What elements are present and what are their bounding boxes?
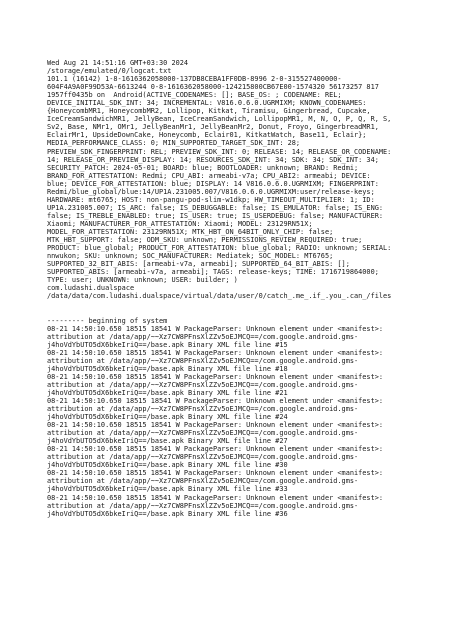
log-entry-line: j4hoVdYbUTO5dX6bkeIriQ==/base.apk Binary XML file line #33 [47,485,288,494]
log-entry-line: 08-21 14:50:10.650 18515 18541 W PackageParser: Unknown element under <manifest>: [47,372,384,381]
property-line: UP1A.231005.007; IS_ARC: false; IS_DEBUGGABLE: false; IS_EMULATOR: false; IS_ENG: [47,203,384,212]
property-line: 604F4A9A0F99D53A-6613244 0-8-1616362058000-124215800CB67E00-1574320 56173257 817 [47,83,379,92]
log-entry-line: attribution at /data/app/~~Xz7CW8PFnsXlZZv5oEJMCQ==/com.google.android.gms- [47,429,359,438]
log-entry-line: j4hoVdYbUTO5dX6bkeIriQ==/base.apk Binary XML file line #30 [47,461,288,470]
property-line: SECURITY_PATCH: 2024-05-01; BOARD: blue; BOOTLOADER: unknown; BRAND: Redmi; [47,163,359,172]
log-entry-line: j4hoVdYbUTO5dX6bkeIriQ==/base.apk Binary XML file line #18 [47,364,288,373]
log-file-path: /storage/emulated/0/logcat.txt [47,67,172,76]
property-line: Redmi/blue_global/blue:14/UP1A.231005.007/V816.0.6.0.UGRMIXM:user/release-keys; [47,187,375,196]
blank-line [47,308,474,316]
log-entry-line: attribution at /data/app/~~Xz7CW8PFnsXlZZv5oEJMCQ==/com.google.android.gms- [47,453,359,462]
property-line: MODEL_FOR_ATTESTATION: 23129RN51X; MTK_HBT_ON_64BIT_ONLY_CHIP: false; [47,227,334,236]
property-line: PREVIEW_SDK_FINGERPRINT: REL; PREVIEW_SDK_INT: 0; RELEASE: 14; RELEASE_OR_CODENAME: [47,147,392,156]
files-path-line: /data/data/com.ludashi.dualspace/virtual/data/user/0/catch_.me_.if_.you_.can_/files [47,292,392,301]
log-entry-line: 08-21 14:50:10.650 18515 18541 W PackageParser: Unknown element under <manifest>: [47,469,384,478]
log-entry-line: j4hoVdYbUTO5dX6bkeIriQ==/base.apk Binary XML file line #24 [47,413,288,422]
log-entry-line: j4hoVdYbUTO5dX6bkeIriQ==/base.apk Binary XML file line #15 [47,340,288,349]
log-entry-line: 08-21 14:50:10.650 18515 18541 W PackageParser: Unknown element under <manifest>: [47,445,384,454]
package-parser-log-block [47,325,474,518]
property-line: Sv2, Base, NMr1, OMr1, JellyBeanMr1, JellyBeanMr2, Donut, Froyo, GingerbreadMR1, [47,123,379,132]
log-entry-line: 08-21 14:50:10.650 18515 18541 W PackageParser: Unknown element under <manifest>: [47,348,384,357]
log-entry-line: attribution at /data/app/~~Xz7CW8PFnsXlZZv5oEJMCQ==/com.google.android.gms- [47,477,359,486]
log-entry-line: attribution at /data/app/~~Xz7CW8PFnsXlZZv5oEJMCQ==/com.google.android.gms- [47,501,359,510]
log-entry-line: j4hoVdYbUTO5dX6bkeIriQ==/base.apk Binary XML file line #36 [47,509,288,518]
property-line: 101.1 (16142) 1-8-1616362058000-137DB8CEBA1FF0DB-8996 2-0-315527400000- [47,75,342,84]
log-entry-line: attribution at /data/app/~~Xz7CW8PFnsXlZZv5oEJMCQ==/com.google.android.gms- [47,332,359,341]
log-entry-line: 08-21 14:50:10.650 18515 18541 W PackageParser: Unknown element under <manifest>: [47,396,384,405]
log-entry-line: 08-21 14:50:10.650 18515 18541 W PackageParser: Unknown element under <manifest>: [47,324,384,333]
property-line: HARDWARE: mt6765; HOST: non-pangu-pod-slim-w1dkp; HW_TIMEOUT_MULTIPLIER: 1; ID: [47,195,375,204]
log-date: Wed Aug 21 14:51:16 GMT+03:30 2024 [47,59,189,67]
log-entry-line: attribution at /data/app/~~Xz7CW8PFnsXlZZv5oEJMCQ==/com.google.android.gms- [47,380,359,389]
property-line: BRAND_FOR_ATTESTATION: Redmi; CPU_ABI: armeabi-v7a; CPU_ABI2: armeabi; DEVICE: [47,171,371,180]
log-entry-line: 08-21 14:50:10.650 18515 18541 W PackageParser: Unknown element under <manifest>: [47,493,384,502]
package-name-line: com.ludashi.dualspace [47,284,135,293]
property-line: IceCreamSandwichMR1, JellyBean, IceCreamSandwich, LollipopMR1, M, N, O, P, Q, R, S, [47,115,392,124]
device-properties-block [47,75,474,300]
blank-line [47,300,474,308]
property-line: EclairMr1, UpsideDownCake, Honeycomb, Eclair01, KitkatWatch, Base11, Eclair}; [47,131,367,140]
property-line: 14; RELEASE_OR_PREVIEW_DISPLAY: 14; RESOURCES_SDK_INT: 34; SDK: 34; SDK_INT: 34; [47,155,379,164]
property-line: 1957ff0435b on Android(ACTIVE_CODENAMES: []; BASE_OS: ; CODENAME: REL; [47,91,342,100]
log-entry-line: j4hoVdYbUTO5dX6bkeIriQ==/base.apk Binary XML file line #21 [47,388,288,397]
property-line: MEDIA_PERFORMANCE_CLASS: 0; MIN_SUPPORTED_TARGET_SDK_INT: 28; [47,139,301,148]
property-line: false; IS_TREBLE_ENABLED: true; IS_USER: true; IS_USERDEBUG: false; MANUFACTURER: [47,211,384,220]
log-entry-line: attribution at /data/app/~~Xz7CW8PFnsXlZZv5oEJMCQ==/com.google.android.gms- [47,356,359,365]
property-line: TYPE: user; UNKNOWN: unknown; USER: builder; ) [47,276,238,285]
log-entry-line: j4hoVdYbUTO5dX6bkeIriQ==/base.apk Binary XML file line #27 [47,437,288,446]
property-line: SUPPORTED_32_BIT_ABIS: [armeabi-v7a, armeabi]; SUPPORTED_64_BIT_ABIS: []; [47,260,350,269]
property-line: SUPPORTED_ABIS: [armeabi-v7a, armeabi]; TAGS: release-keys; TIME: 1716719864000; [47,268,379,277]
property-line: {HoneycombMR1, HoneycombMR2, Lollipop, Kitkat, Tiramisu, Gingerbread, Cupcake, [47,107,371,116]
property-line: PRODUCT: blue_global; PRODUCT_FOR_ATTESTATION: blue_global; RADIO: unknown; SERIAL: [47,244,392,253]
log-entry-line: 08-21 14:50:10.650 18515 18541 W PackageParser: Unknown element under <manifest>: [47,421,384,430]
property-line: Xiaomi; MANUFACTURER_FOR_ATTESTATION: Xiaomi; MODEL: 23129RN51X; [47,219,313,228]
property-line: DEVICE_INITIAL_SDK_INT: 34; INCREMENTAL: V816.0.6.0.UGRMIXM; KNOWN_CODENAMES: [47,99,367,108]
property-line: nnwukon; SKU: unknown; SOC_MANUFACTURER: Mediatek; SOC_MODEL: MT6765; [47,252,334,261]
log-entry-line: attribution at /data/app/~~Xz7CW8PFnsXlZZv5oEJMCQ==/com.google.android.gms- [47,405,359,414]
property-line: MTK_HBT_SUPPORT: false; ODM_SKU: unknown; PERMISSIONS_REVIEW_REQUIRED: true; [47,236,363,245]
system-log-header: --------- beginning of system [47,316,168,325]
property-line: blue; DEVICE_FOR_ATTESTATION: blue; DISPLAY: 14 V816.0.6.0.UGRMIXM; FINGERPRINT: [47,179,379,188]
